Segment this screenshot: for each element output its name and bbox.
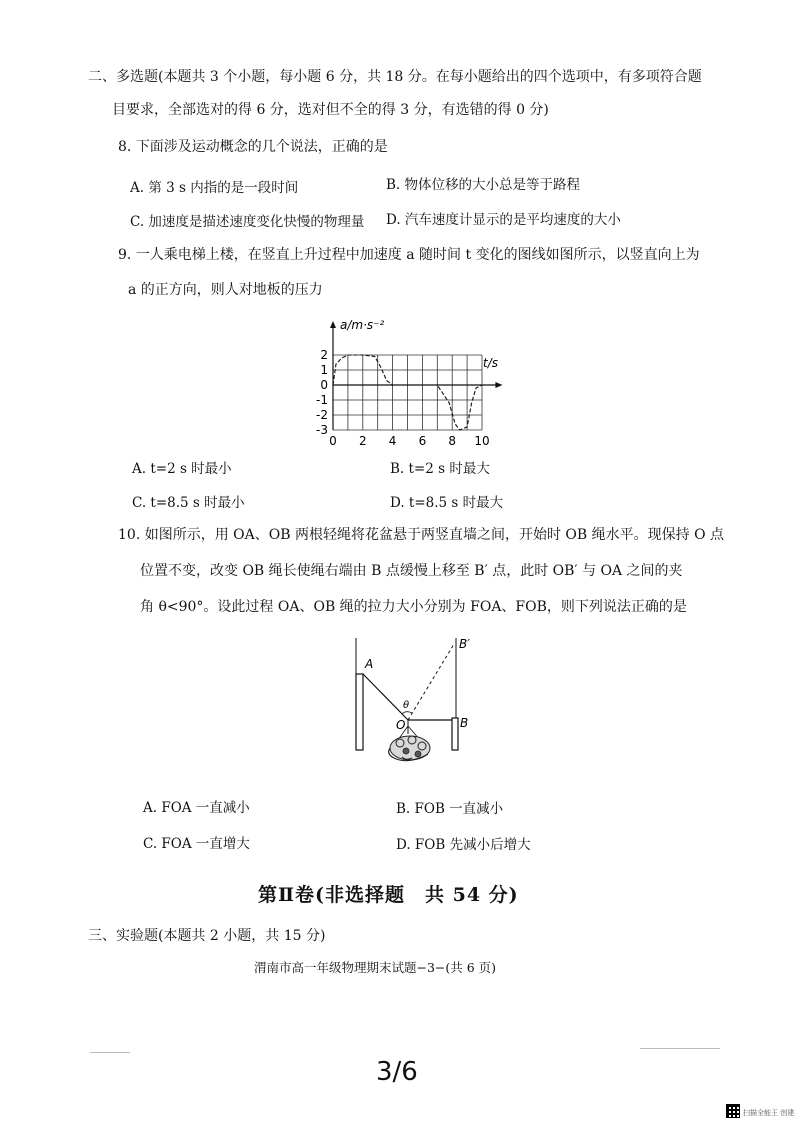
x-tick-label: 2	[358, 434, 367, 448]
q8-option-b: B. 物体位移的大小总是等于路程	[386, 177, 581, 193]
section-2-heading-line2: 目要求，全部选对的得 6 分，选对但不全的得 3 分，有选错的得 0 分)	[112, 102, 549, 118]
scanner-watermark: 扫描全能王 创建	[743, 1109, 794, 1117]
x-tick-label: 10	[474, 434, 490, 448]
x-tick-label: 6	[418, 434, 427, 448]
qr-code-icon	[726, 1104, 740, 1118]
label-theta: θ	[403, 700, 410, 711]
y-tick-label: -3	[316, 423, 328, 437]
x-axis-arrow	[495, 382, 502, 388]
chart-grid	[333, 355, 482, 430]
page-number: 3/6	[376, 1057, 418, 1087]
angle-theta-arc	[402, 712, 412, 714]
q10-option-c: C. FOA 一直增大	[143, 836, 250, 852]
label-b: B	[460, 716, 469, 730]
q8-option-a: A. 第 3 s 内指的是一段时间	[130, 180, 299, 196]
section-2-heading-line1: 二、多选题(本题共 3 个小题，每小题 6 分，共 18 分。在每小题给出的四个选项中，有多项符合题	[88, 69, 702, 85]
right-wall	[452, 718, 458, 750]
x-tick-label: 4	[388, 434, 397, 448]
section-3-heading: 三、实验题(本题共 2 小题，共 15 分)	[88, 928, 326, 944]
q9-option-b: B. t=2 s 时最大	[390, 461, 490, 477]
q9-stem-line2: a 的正方向，则人对地板的压力	[128, 282, 323, 298]
x-tick-label: 0	[329, 434, 337, 448]
chart-tick-labels	[316, 348, 490, 448]
q10-option-b: B. FOB 一直减小	[396, 801, 504, 817]
part-2-title: 第Ⅱ卷(非选择题 共 54 分)	[258, 884, 519, 906]
page-footer: 渭南市高一年级物理期末试题−3−(共 6 页)	[254, 960, 497, 975]
q10-option-a: A. FOA 一直减小	[143, 800, 250, 816]
y-tick-label: 0	[320, 378, 328, 392]
q9-option-a: A. t=2 s 时最小	[132, 461, 232, 477]
q8-option-d: D. 汽车速度计显示的是平均速度的大小	[386, 212, 621, 228]
left-wall	[356, 674, 363, 750]
flowerpot-icon	[389, 736, 430, 761]
scan-line-left	[90, 1052, 130, 1053]
chart-axes	[330, 321, 502, 430]
q10-stem-line1: 10. 如图所示，用 OA、OB 两根轻绳将花盆悬于两竖直墙之间，开始时 OB 绳水平。现保持 O 点	[118, 527, 725, 543]
acceleration-time-chart	[300, 312, 510, 448]
q10-stem-line3: 角 θ<90°。设此过程 OA、OB 绳的拉力大小分别为 FOA、FOB，则下列说法正确的是	[140, 599, 687, 615]
chart-y-axis-label: a/m·s⁻²	[340, 318, 385, 332]
rope-oa	[363, 674, 408, 720]
q9-option-d: D. t=8.5 s 时最大	[390, 495, 504, 511]
y-axis-arrow	[330, 321, 336, 328]
label-a: A	[365, 657, 374, 671]
x-tick-label: 8	[448, 434, 457, 448]
flowerpot-rope-diagram	[340, 630, 480, 780]
y-tick-label: 1	[320, 363, 328, 377]
rope-ob-prime-dashed	[408, 644, 454, 720]
q10-option-d: D. FOB 先减小后增大	[396, 837, 531, 853]
y-tick-label: 2	[320, 348, 328, 362]
y-tick-label: -1	[316, 393, 328, 407]
label-o: O	[396, 718, 406, 732]
q10-stem-line2: 位置不变，改变 OB 绳长使绳右端由 B 点缓慢上移至 B′ 点，此时 OB′ 与 OA 之间的夹	[140, 563, 683, 579]
q8-stem: 8. 下面涉及运动概念的几个说法，正确的是	[118, 139, 388, 155]
label-b-prime: B′	[459, 637, 470, 651]
scan-line-right	[640, 1048, 720, 1049]
q8-option-c: C. 加速度是描述速度变化快慢的物理量	[130, 214, 365, 230]
chart-x-axis-label: t/s	[483, 356, 498, 370]
q9-option-c: C. t=8.5 s 时最小	[132, 495, 245, 511]
y-tick-label: -2	[316, 408, 328, 422]
q9-stem-line1: 9. 一人乘电梯上楼，在竖直上升过程中加速度 a 随时间 t 变化的图线如图所示，以竖直向上为	[118, 247, 700, 263]
